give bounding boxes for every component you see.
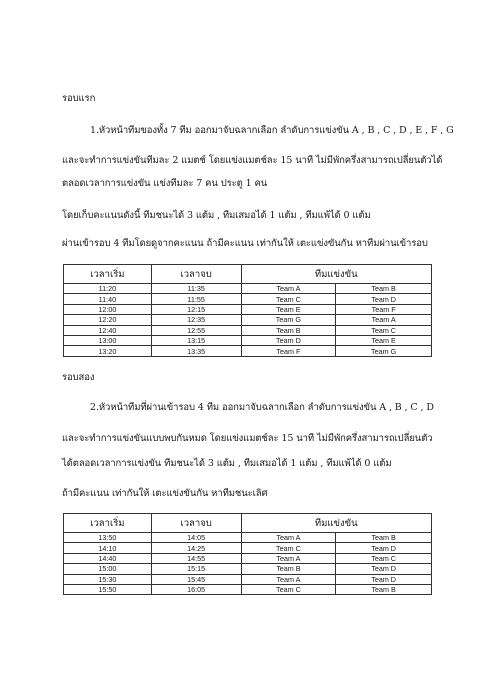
table-row — [64, 574, 432, 584]
away-team-cell: Team A — [336, 315, 432, 325]
column-header-end: เวลาจบ — [151, 265, 241, 284]
table-row — [64, 346, 432, 356]
end-time-cell: 11:35 — [151, 284, 241, 294]
away-team-cell: Team E — [336, 335, 432, 345]
round2-paragraph-line: ได้ตลอดเวลาการแข่งขัน ทีมชนะได้ 3 แต้ม , ทีมเสมอได้ 1 แต้ม , ทีมแพ้ได้ 0 แต้ม — [62, 458, 392, 469]
away-team-cell: Team D — [336, 564, 432, 574]
table-row — [64, 284, 432, 294]
round2-schedule-table — [63, 513, 432, 595]
round1-schedule-table — [63, 264, 432, 357]
round1-scoring-text: โดยเก็บคะแนนดังนี้ ทีมชนะได้ 3 แต้ม , ทีมเสมอได้ 1 แต้ม , ทีมแพ้ได้ 0 แต้ม — [62, 210, 371, 221]
table-row — [64, 584, 432, 594]
away-team-cell: Team G — [336, 346, 432, 356]
start-time-cell: 13:00 — [64, 335, 152, 345]
home-team-cell: Team A — [241, 284, 336, 294]
away-team-cell: Team C — [336, 553, 432, 563]
home-team-cell: Team E — [241, 304, 336, 314]
home-team-cell: Team D — [241, 335, 336, 345]
column-header-teams: ทีมแข่งขัน — [241, 514, 431, 533]
round1-heading: รอบแรก — [62, 93, 96, 104]
end-time-cell: 14:05 — [151, 533, 241, 543]
start-time-cell: 14:40 — [64, 553, 152, 563]
end-time-cell: 13:35 — [151, 346, 241, 356]
home-team-cell: Team C — [241, 584, 336, 594]
start-time-cell: 11:20 — [64, 284, 152, 294]
home-team-cell: Team G — [241, 315, 336, 325]
away-team-cell: Team F — [336, 304, 432, 314]
home-team-cell: Team A — [241, 553, 336, 563]
table-header-row — [64, 514, 432, 533]
start-time-cell: 15:50 — [64, 584, 152, 594]
start-time-cell: 13:20 — [64, 346, 152, 356]
table-row — [64, 564, 432, 574]
table-row — [64, 543, 432, 553]
table-row — [64, 304, 432, 314]
round1-qualify-text: ผ่านเข้ารอบ 4 ทีมโดยดูจากคะแนน ถ้ามีคะแนน เท่ากันให้ เตะแข่งขันกัน หาทีมผ่านเข้ารอบ — [62, 238, 428, 249]
home-team-cell: Team A — [241, 533, 336, 543]
round2-paragraph-line: 2.หัวหน้าทีมที่ผ่านเข้ารอบ 4 ทีม ออกมาจับฉลากเลือก ลำดับการแข่งขัน A , B , C , D — [90, 402, 434, 413]
away-team-cell: Team D — [336, 543, 432, 553]
away-team-cell: Team C — [336, 325, 432, 335]
start-time-cell: 12:40 — [64, 325, 152, 335]
start-time-cell: 15:30 — [64, 574, 152, 584]
start-time-cell: 11:40 — [64, 294, 152, 304]
table-row — [64, 335, 432, 345]
home-team-cell: Team B — [241, 325, 336, 335]
end-time-cell: 14:25 — [151, 543, 241, 553]
round2-paragraph-line: และจะทำการแข่งขันแบบพบกันหมด โดยแข่งแมตช์ละ 15 นาที ไม่มีพักครึ่งสามารถเปลี่ยนตัว — [62, 433, 433, 444]
table-row — [64, 325, 432, 335]
end-time-cell: 11:55 — [151, 294, 241, 304]
home-team-cell: Team B — [241, 564, 336, 574]
end-time-cell: 16:05 — [151, 584, 241, 594]
away-team-cell: Team D — [336, 294, 432, 304]
table-row — [64, 553, 432, 563]
start-time-cell: 15:00 — [64, 564, 152, 574]
home-team-cell: Team A — [241, 574, 336, 584]
home-team-cell: Team C — [241, 294, 336, 304]
column-header-start: เวลาเริ่ม — [64, 265, 152, 284]
end-time-cell: 12:35 — [151, 315, 241, 325]
end-time-cell: 15:15 — [151, 564, 241, 574]
start-time-cell: 14:10 — [64, 543, 152, 553]
column-header-end: เวลาจบ — [151, 514, 241, 533]
end-time-cell: 14:55 — [151, 553, 241, 563]
home-team-cell: Team F — [241, 346, 336, 356]
away-team-cell: Team B — [336, 533, 432, 543]
end-time-cell: 12:15 — [151, 304, 241, 314]
away-team-cell: Team D — [336, 574, 432, 584]
home-team-cell: Team C — [241, 543, 336, 553]
round1-paragraph-line: 1.หัวหน้าทีมของทั้ง 7 ทีม ออกมาจับฉลากเลือก ลำดับการแข่งขัน A , B , C , D , E , F , G — [90, 125, 454, 136]
end-time-cell: 13:15 — [151, 335, 241, 345]
start-time-cell: 12:20 — [64, 315, 152, 325]
end-time-cell: 15:45 — [151, 574, 241, 584]
away-team-cell: Team B — [336, 584, 432, 594]
round2-heading: รอบสอง — [62, 372, 95, 383]
start-time-cell: 12:00 — [64, 304, 152, 314]
table-row — [64, 533, 432, 543]
start-time-cell: 13:50 — [64, 533, 152, 543]
end-time-cell: 12:55 — [151, 325, 241, 335]
away-team-cell: Team B — [336, 284, 432, 294]
column-header-teams: ทีมแข่งขัน — [241, 265, 431, 284]
round2-tiebreak-text: ถ้ามีคะแนน เท่ากันให้ เตะแข่งขันกัน หาทีมชนะเลิศ — [62, 488, 268, 499]
round1-paragraph-line: และจะทำการแข่งขันทีมละ 2 แมตช์ โดยแข่งแมตช์ละ 15 นาที ไม่มีพักครึ่งสามารถเปลี่ยนตัวได้ — [62, 155, 443, 166]
column-header-start: เวลาเริ่ม — [64, 514, 152, 533]
table-row — [64, 294, 432, 304]
table-header-row — [64, 265, 432, 284]
table-row — [64, 315, 432, 325]
round1-paragraph-line: ตลอดเวลาการแข่งขัน แข่งทีมละ 7 คน ประตู 1 คน — [62, 178, 268, 189]
